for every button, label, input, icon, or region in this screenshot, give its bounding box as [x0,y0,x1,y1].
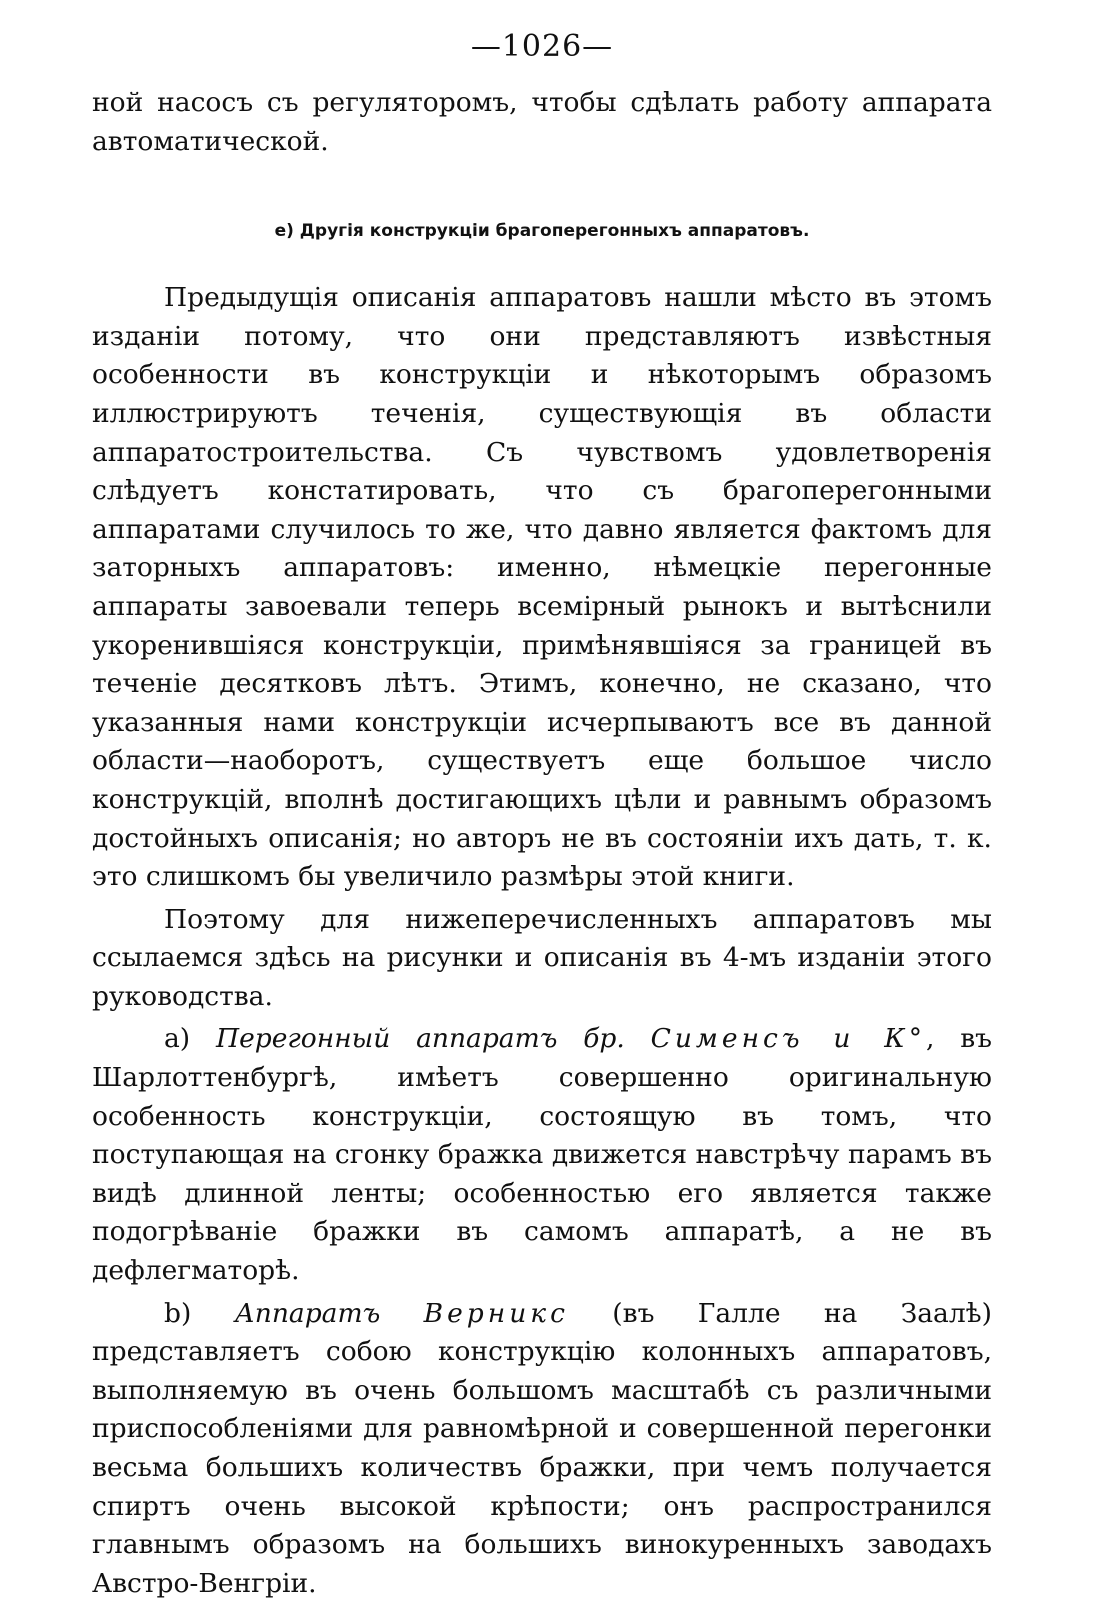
section-heading: е) Другія конструкціи брагоперегонныхъ аппаратовъ. [274,221,810,242]
item-b-title: Аппаратъ [234,1297,381,1329]
item-b-paragraph [92,1295,992,1604]
paragraph-2: Поэтому для нижеперечисленныхъ аппаратовъ мы ссылаемся здѣсь на рисунки и описанія въ 4-мъ изданіи этого руководства. [92,903,992,1012]
item-b-text: (въ Галле на Заалѣ) представляетъ собою конструкцію колонныхъ аппаратовъ, выполняемую въ очень большомъ масштабѣ съ различными приспособленіями для равномѣрной и совершенной перегонки весьма большихъ количествъ бражки, при чемъ получается спиртъ очень высокой крѣпости; онъ распространился главнымъ образомъ на большихъ винокуренныхъ заводахъ Австро-Венгріи. [92,1297,992,1599]
book-page [92,28,992,1603]
intro-paragraph: ной насосъ съ регуляторомъ, чтобы сдѣлать работу аппарата автоматической. [92,87,992,157]
item-b-marker: b) [164,1297,192,1329]
page-number: —1026— [470,29,614,64]
item-a-title: Перегонный аппаратъ бр. [215,1023,625,1055]
item-a-paragraph [92,1020,992,1290]
item-a-text: , въ Шарлоттенбургѣ, имѣетъ совершенно оригинальную особенность конструкціи, состоящую въ томъ, что поступающая на сгонку бражка движется навстрѣчу парамъ въ видѣ длинной ленты; особенностью его является также подогрѣваніе бражки въ самомъ аппаратѣ, а не въ дефлегматорѣ. [92,1023,992,1287]
item-a-marker: а) [164,1023,191,1055]
paragraph-1: Предыдущія описанія аппаратовъ нашли мѣсто въ этомъ изданіи потому, что они представляютъ извѣстныя особенности въ конструкціи и нѣкоторымъ образомъ иллюстрируютъ теченія, существующія въ области аппаратостроительства. Съ чувствомъ удовлетворенія слѣдуетъ констатировать, что съ брагоперегонными аппаратами случилось то же, что давно является фактомъ для заторныхъ аппаратовъ: именно, нѣмецкіе перегонные аппараты завоевали теперь всемірный рынокъ и вытѣснили укоренившіяся конструкціи, примѣнявшіяся за границей въ теченіе десятковъ лѣтъ. Этимъ, конечно, не сказано, что указанныя нами конструкціи исчерпываютъ все въ данной области—наоборотъ, существуетъ еще большое число конструкцій, вполнѣ достигающихъ цѣли и равнымъ образомъ достойныхъ описанія; но авторъ не въ состояніи ихъ дать, т. к. это слишкомъ бы увеличило размѣры этой книги. [92,282,992,893]
item-b-name: Верникс [423,1297,569,1329]
item-a-name: Сименсъ и К° [650,1023,926,1055]
